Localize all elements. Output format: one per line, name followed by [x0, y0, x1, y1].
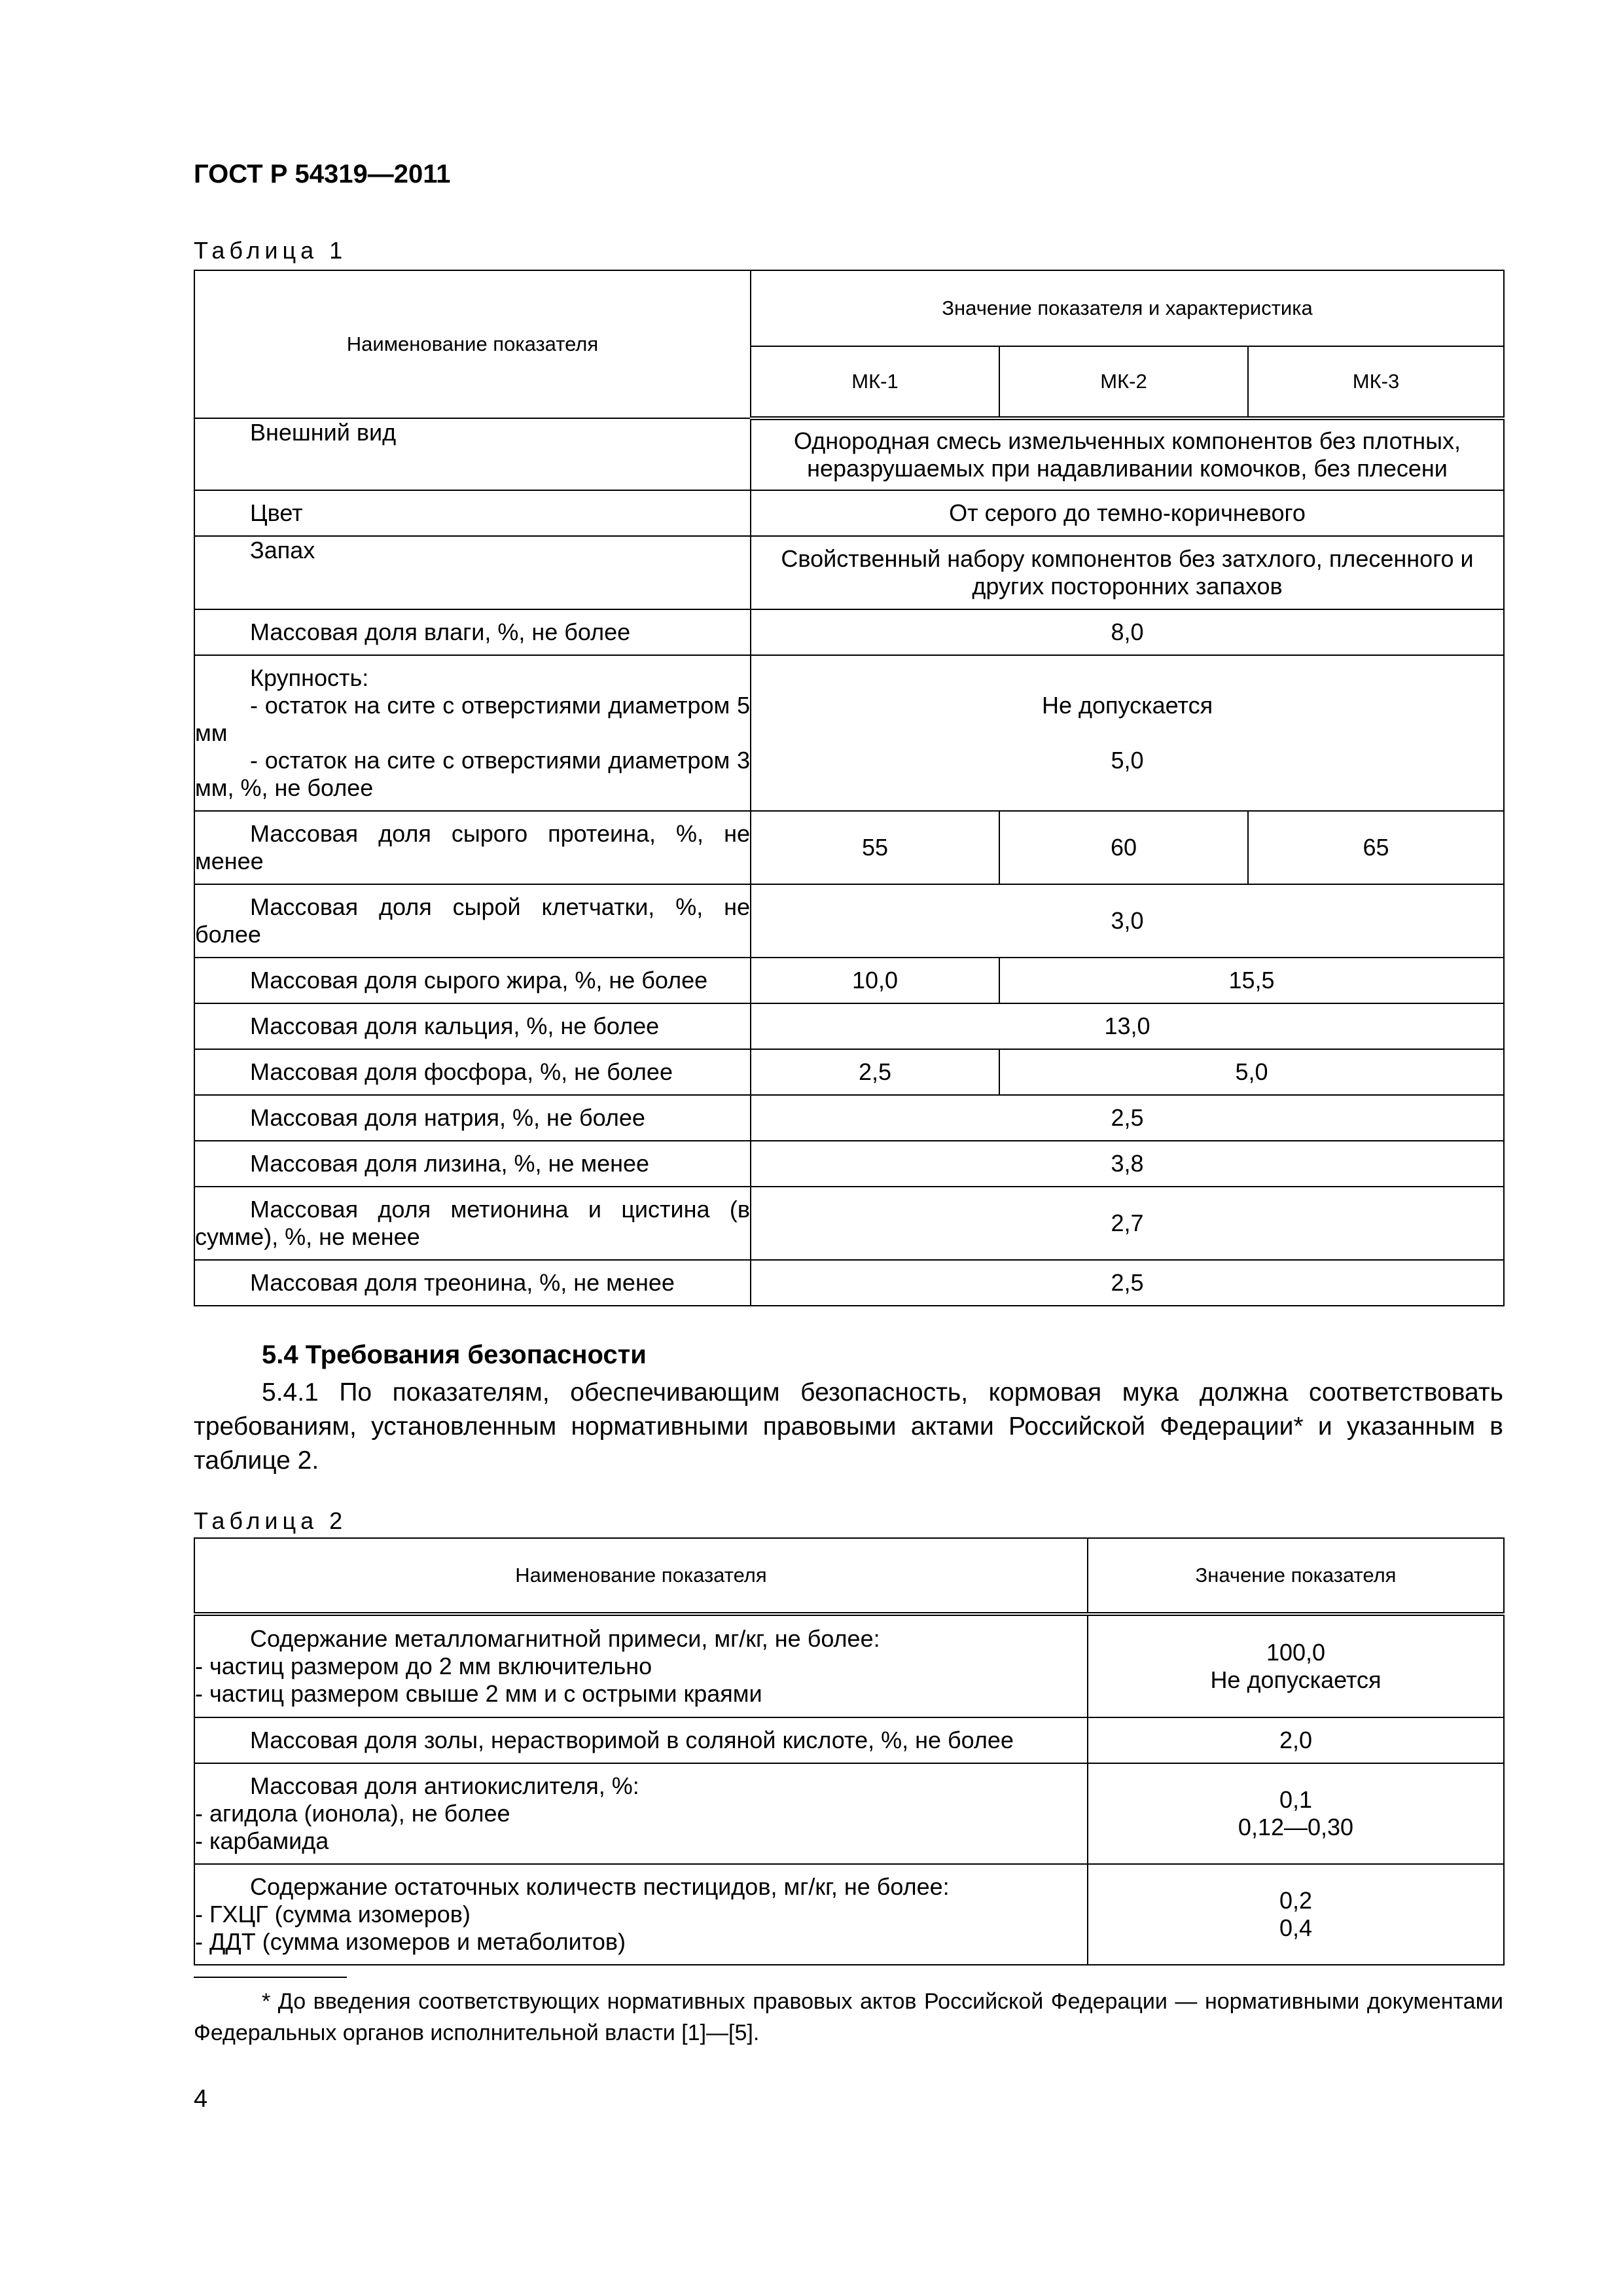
table2-caption: Таблица 2: [194, 1507, 348, 1534]
table-row: [194, 418, 1504, 490]
t1-row-name: Массовая доля сырого жира, %, не более: [250, 967, 708, 994]
t1-row-name: Цвет: [250, 499, 303, 526]
t1-row-value: Однородная смесь измельченных компонентов без плотных, неразрушаемых при надавливании комочков, без плесени: [751, 418, 1504, 490]
t2-header-name: Наименование показателя: [194, 1538, 1088, 1614]
t1-row-name: Массовая доля влаги, %, не более: [250, 619, 631, 645]
t2-row-subitem: - ГХЦГ (сумма изомеров): [195, 1901, 471, 1928]
footnote: * До введения соответствующих нормативных правовых актов Российской Федерации — нормативными документами Федеральных органов исполнительной власти [1]—[5].: [194, 1989, 1503, 2045]
t1-row-name: Массовая доля треонина, %, не менее: [250, 1269, 675, 1296]
t1-header-name: Наименование показателя: [194, 270, 751, 418]
t1-row-name: Массовая доля лизина, %, не менее: [250, 1150, 650, 1177]
t2-row-subitem: - ДДТ (сумма изомеров и метаболитов): [195, 1928, 626, 1955]
section-heading: 5.4 Требования безопасности: [262, 1340, 647, 1369]
t1-row-name: Крупность:: [250, 664, 369, 691]
t1-row-value-mk2-mk3: 5,0: [999, 1049, 1504, 1095]
t2-row-value: 0,2 0,4: [1088, 1864, 1504, 1965]
t1-row-name: Массовая доля метионина и цистина (в сумме), %, не менее: [195, 1196, 750, 1250]
t2-row-name: Содержание остаточных количеств пестицидов, мг/кг, не более:: [250, 1873, 950, 1900]
t1-row-name: Массовая доля натрия, %, не более: [250, 1104, 645, 1131]
t1-row-value: От серого до темно-коричневого: [751, 490, 1504, 536]
t1-row-value: 13,0: [751, 1003, 1504, 1049]
footnote-divider: [194, 1977, 347, 1978]
t1-header-mk2: МК-2: [999, 346, 1248, 418]
t2-row-value: 0,1 0,12—0,30: [1088, 1763, 1504, 1864]
t1-header-mk1: МК-1: [751, 346, 999, 418]
t1-row-value: 8,0: [751, 609, 1504, 655]
page-number: 4: [194, 2085, 208, 2113]
table1-caption: Таблица 1: [194, 237, 348, 264]
table-row: [194, 811, 1504, 884]
table-row: [194, 1614, 1504, 1717]
t1-row-value-mk2: 60: [999, 811, 1248, 884]
table-row: [194, 1095, 1504, 1141]
table-row: [194, 1763, 1504, 1864]
table-row: [194, 1141, 1504, 1187]
t1-row-name: Запах: [250, 537, 315, 564]
t2-row-name: Массовая доля антиокислителя, %:: [250, 1772, 639, 1799]
t1-row-subitem: - остаток на сите с отверстиями диаметром 5 мм: [195, 692, 750, 746]
t1-row-value: Свойственный набору компонентов без затхлого, плесенного и других посторонних запахов: [751, 536, 1504, 609]
t1-row-value: Не допускается 5,0: [751, 655, 1504, 811]
page-header: ГОСТ Р 54319—2011: [194, 160, 451, 188]
t1-row-value: 3,0: [751, 884, 1504, 958]
table-row: [194, 1049, 1504, 1095]
t2-row-subitem: - агидола (ионола), не более: [195, 1800, 510, 1827]
t1-row-value-mk1: 2,5: [751, 1049, 999, 1095]
t1-row-value: 2,5: [751, 1260, 1504, 1306]
t1-row-name: Массовая доля кальция, %, не более: [250, 1013, 660, 1039]
t1-row-value: 2,5: [751, 1095, 1504, 1141]
t1-row-subitem: - остаток на сите с отверстиями диаметром 3 мм, %, не более: [195, 747, 750, 801]
table-row: [194, 1717, 1504, 1763]
table2: [194, 1537, 1505, 1965]
t2-row-subitem: - частиц размером свыше 2 мм и с острыми краями: [195, 1680, 762, 1707]
t2-row-subitem: - карбамида: [195, 1827, 329, 1854]
t1-row-value: 3,8: [751, 1141, 1504, 1187]
table-row: [194, 1260, 1504, 1306]
table1: [194, 270, 1505, 1306]
table-row: [194, 655, 1504, 811]
table-row: [194, 490, 1504, 536]
t1-row-name: Внешний вид: [250, 419, 397, 446]
t1-row-value-mk3: 65: [1248, 811, 1504, 884]
t1-header-value-group: Значение показателя и характеристика: [751, 270, 1504, 346]
table-row: [194, 1187, 1504, 1260]
t1-row-value-mk1: 55: [751, 811, 999, 884]
table-row: [194, 1003, 1504, 1049]
t1-row-value: 2,7: [751, 1187, 1504, 1260]
t2-row-name: Массовая доля золы, нерастворимой в соляной кислоте, %, не более: [250, 1727, 1014, 1753]
section-paragraph: 5.4.1 По показателям, обеспечивающим безопасность, кормовая мука должна соответствовать требованиям, установленным нормативными правовыми актами Российской Федерации* и указанным в таблице 2.: [194, 1378, 1503, 1475]
t2-row-subitem: - частиц размером до 2 мм включительно: [195, 1653, 652, 1679]
t2-header-value: Значение показателя: [1088, 1538, 1504, 1614]
table-row: [194, 609, 1504, 655]
table-row: [194, 884, 1504, 958]
t2-row-value: 2,0: [1088, 1717, 1504, 1763]
t1-row-value-mk2-mk3: 15,5: [999, 958, 1504, 1003]
t1-row-name: Массовая доля сырого протеина, %, не менее: [195, 820, 750, 874]
table-row: [194, 958, 1504, 1003]
t1-row-name: Массовая доля сырой клетчатки, %, не более: [195, 893, 750, 948]
table-row: [194, 1864, 1504, 1965]
t2-row-name: Содержание металломагнитной примеси, мг/кг, не более:: [250, 1625, 880, 1652]
t2-row-value: 100,0 Не допускается: [1088, 1614, 1504, 1717]
t1-row-name: Массовая доля фосфора, %, не более: [250, 1058, 673, 1085]
table-row: [194, 536, 1504, 609]
t1-header-mk3: МК-3: [1248, 346, 1504, 418]
t1-row-value-mk1: 10,0: [751, 958, 999, 1003]
